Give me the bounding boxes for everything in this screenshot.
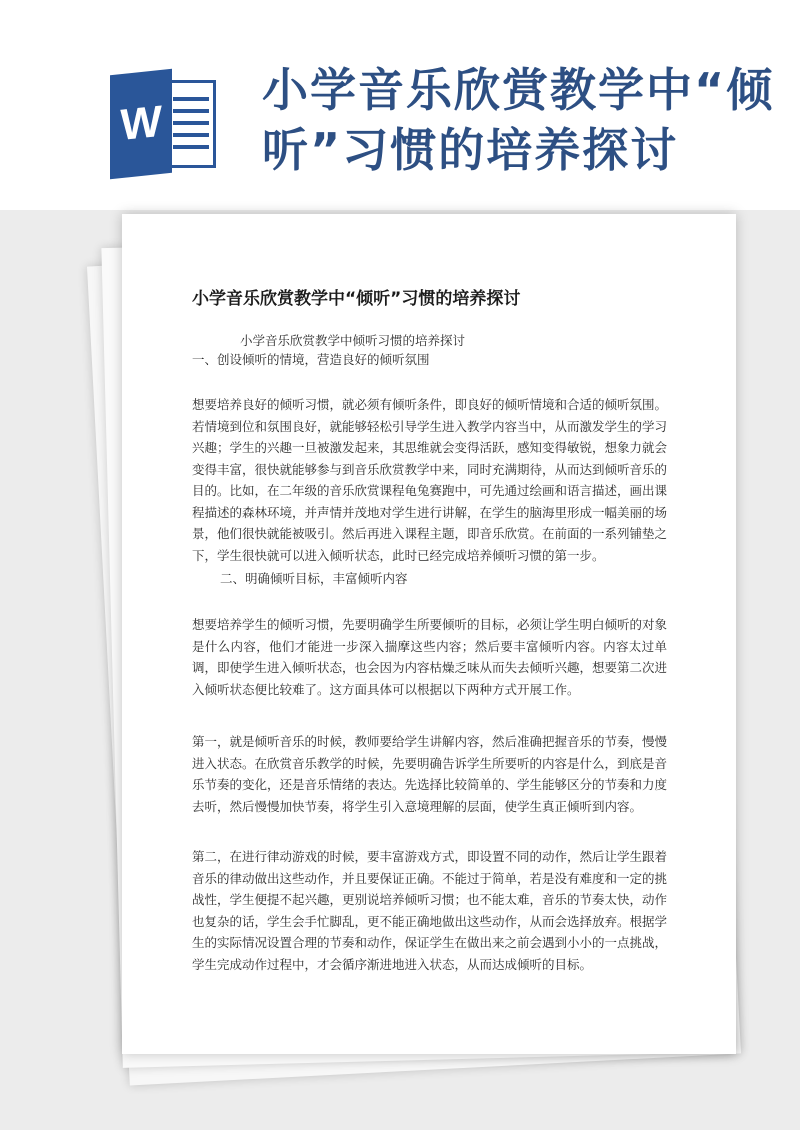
paragraph-1: 想要培养良好的倾听习惯，就必须有倾听条件，即良好的倾听情境和合适的倾听氛围。若情境到位和氛围良好，就能够轻松引导学生进入教学内容当中，从而激发学生的学习兴趣；学生的兴趣一旦被激发起来，其思维就会变得活跃，感知变得敏锐，想象力就会变得丰富，很快就能够参与到音乐欣赏教学中来，同时充满期待，从而达到倾听音乐的目的。比如，在二年级的音乐欣赏课程龟兔赛跑中，可先通过绘画和语言描述，画出课程描述的森林环境，并声情并茂地对学生进行讲解，在学生的脑海里形成一幅美丽的场景，他们很快就能被吸引。然后再进入课程主题，即音乐欣赏。在前面的一系列铺垫之下，学生很快就可以进入倾听状态，此时已经完成培养倾听习惯的第一步。: [192, 397, 668, 563]
header-title: 小学音乐欣赏教学中“倾听”习惯的培养探讨: [262, 63, 775, 177]
word-document-icon: [110, 72, 222, 176]
document-title: 小学音乐欣赏教学中“倾听”习惯的培养探讨: [192, 289, 521, 309]
document-subtitle: 小学音乐欣赏教学中倾听习惯的培养探讨: [240, 333, 466, 348]
word-w-icon: W: [110, 69, 172, 180]
paragraph-3: 第一，就是倾听音乐的时候，教师要给学生讲解内容，然后准确把握音乐的节奏，慢慢进入状态。在欣赏音乐教学的时候，先要明确告诉学生所要听的内容是什么，到底是音乐节奏的变化，还是音乐情绪的表达。先选择比较简单的、学生能够区分的节奏和力度去听，然后慢慢加快节奏，将学生引入意境理解的层面，使学生真正倾听到内容。: [192, 734, 668, 814]
paragraph-4: 第二，在进行律动游戏的时候，要丰富游戏方式，即设置不同的动作，然后让学生跟着音乐的律动做出这些动作，并且要保证正确。不能过于简单，若是没有难度和一定的挑战性，学生便提不起兴趣，更别说培养倾听习惯；也不能太难，音乐的节奏太快，动作也复杂的话，学生会手忙脚乱，更不能正确地做出这些动作，从而会选择放弃。根据学生的实际情况设置合理的节奏和动作，保证学生在做出来之前会遇到小小的一点挑战，学生完成动作过程中，才会循序渐进地进入状态，从而达成倾听的目标。: [192, 849, 668, 972]
paragraph-2: 想要培养学生的倾听习惯，先要明确学生所要倾听的目标，必须让学生明白倾听的对象是什么内容，他们才能进一步深入揣摩这些内容；然后要丰富倾听内容。内容太过单调，即使学生进入倾听状态，也会因为内容枯燥乏味从而失去倾听兴趣，想要第二次进入倾听状态便比较难了。这方面具体可以根据以下两种方式开展工作。: [192, 617, 668, 697]
document-page: [122, 214, 736, 1054]
section-heading-2: 二、明确倾听目标，丰富倾听内容: [220, 571, 408, 586]
section-heading-1: 一、创设倾听的情境，营造良好的倾听氛围: [192, 352, 430, 367]
header-banner: [0, 0, 800, 210]
